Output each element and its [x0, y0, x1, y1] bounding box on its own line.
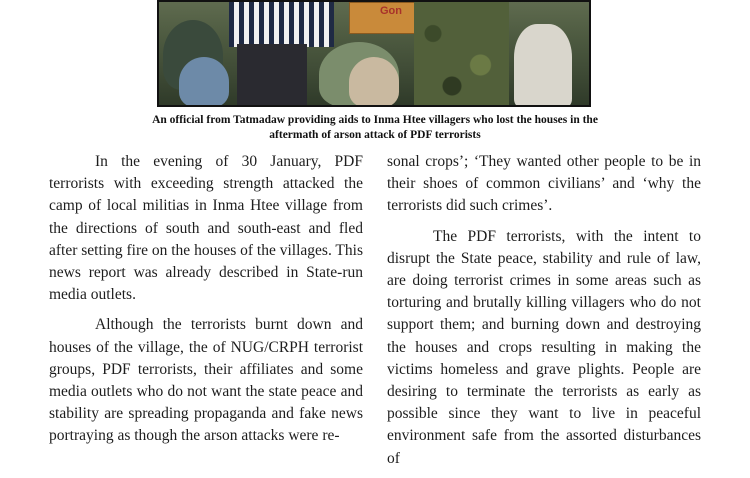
figure-caption: An official from Tatmadaw providing aids to Inma Htee villagers who lost the houses in the aftermath of arson attack of PDF terrorists [152, 114, 598, 141]
aid-box-label: Gon [380, 5, 402, 17]
right-column [387, 151, 701, 478]
crowd-left-2 [179, 57, 229, 107]
striped-shirt-person [229, 2, 334, 47]
left-paragraph-2: Although the terrorists burnt down and houses of the village, the of NUG/CRPH terrorist groups, PDF terrorists, their affiliates and some media outlets who do not want the state peace and stability are spreading propaganda and fake news portraying as though the arson attacks were re- [49, 316, 363, 445]
elder-villager [514, 24, 572, 107]
right-paragraph-2: The PDF terrorists, with the intent to disrupt the State peace, stability and rule of law, are doing terrorist crimes in some areas such as torturing and brutally killing villagers who do not support them; and burning down and destroying the houses and crops resulting in making the victims homeless and grave plights. People are desiring to terminate the terrorists as early as possible since they want to live in peaceful environment safe from the assorted disturbances of [387, 227, 701, 467]
aid-distribution-photo [157, 0, 591, 107]
striped-person-skirt [237, 44, 307, 107]
left-column [49, 151, 363, 456]
crowd-center-2 [349, 57, 399, 107]
left-paragraph-1: In the evening of 30 January, PDF terrorists with exceeding strength attacked the camp of local militias in Inma Htee village from the directions of south and south-east and fled after setting fire on the houses of the villages. This news report was already described in State-run media outlets. [49, 153, 363, 304]
soldier-uniform [414, 2, 509, 107]
right-paragraph-1: sonal crops’; ‘They wanted other people to be in their shoes of common civilians’ and ‘why the terrorists did such crimes’. [387, 153, 701, 215]
